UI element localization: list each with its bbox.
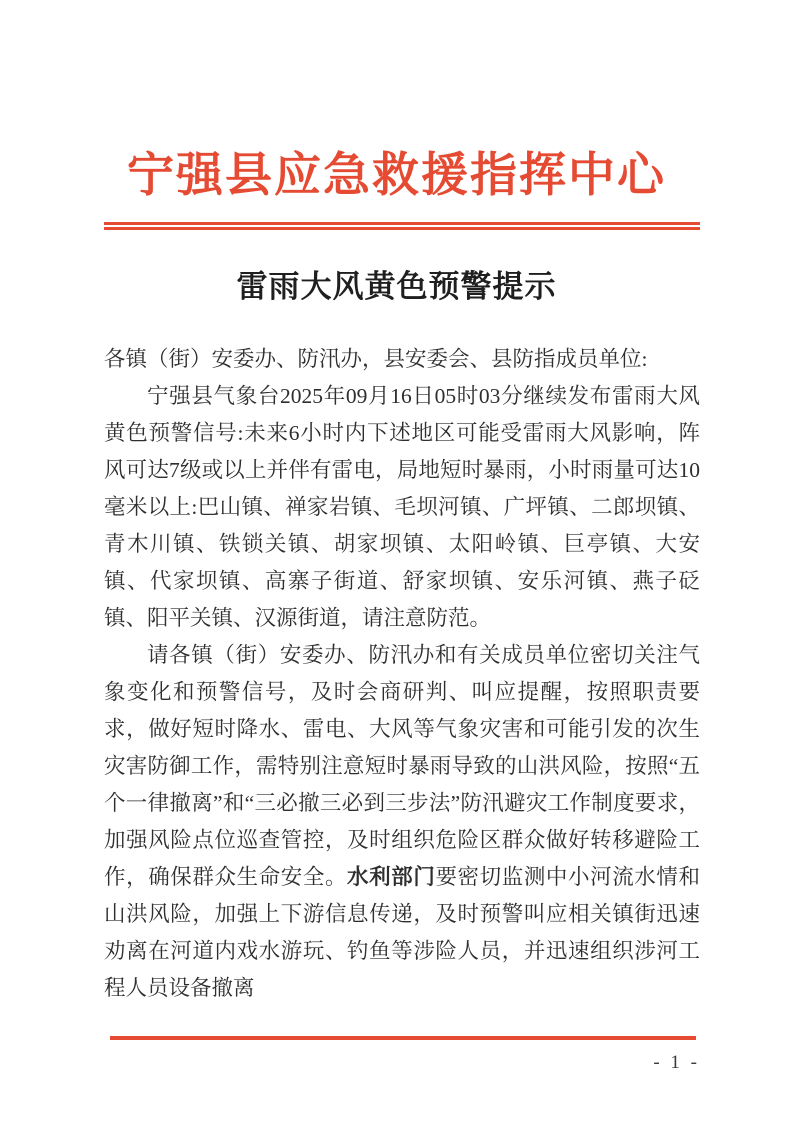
document-body [104,341,700,1007]
requirements-text: 请各镇（街）安委办、防汛办和有关成员单位密切关注气象变化和预警信号，及时会商研判、叫应提醒，按照职责要求，做好短时降水、雷电、大风等气象灾害和可能引发的次生灾害防御工作，需特别注意短时暴雨导致的山洪风险，按照“五个一律撤离”和“三必撤三必到三步法”防汛避灾工作制度要求，加强风险点位巡查管控，及时组织危险区群众做好转移避险工作，确保群众生命安全。 [104,643,700,889]
letterhead-double-rule [104,222,700,230]
requirements-paragraph [104,637,700,1007]
requirements-text-continued: 要密切监测中小河流水情和山洪风险，加强上下游信息传递，及时预警叫应相关镇街迅速劝离在河道内戏水游玩、钓鱼等涉险人员，并迅速组织涉河工程人员设备撤离 [104,865,700,1000]
letterhead-org-name: 宁强县应急救援指挥中心 [127,150,666,202]
footer-rule [110,1036,696,1040]
warning-paragraph: 宁强县气象台2025年09月16日05时03分继续发布雷雨大风黄色预警信号:未来6小时内下述地区可能受雷雨大风影响，阵风可达7级或以上并伴有雷电，局地短时暴雨，小时雨量可达10毫米以上:巴山镇、禅家岩镇、毛坝河镇、广坪镇、二郎坝镇、青木川镇、铁锁关镇、胡家坝镇、太阳岭镇、巨亭镇、大安镇、代家坝镇、高寨子街道、舒家坝镇、安乐河镇、燕子砭镇、阳平关镇、汉源街道，请注意防范。 [104,384,700,630]
page-number: - 1 - [653,1052,700,1073]
document-title: 雷雨大风黄色预警提示 [236,269,557,304]
salutation-line: 各镇（街）安委办、防汛办，县安委会、县防指成员单位: [104,347,648,371]
water-department-emphasis: 水利部门 [347,865,436,889]
